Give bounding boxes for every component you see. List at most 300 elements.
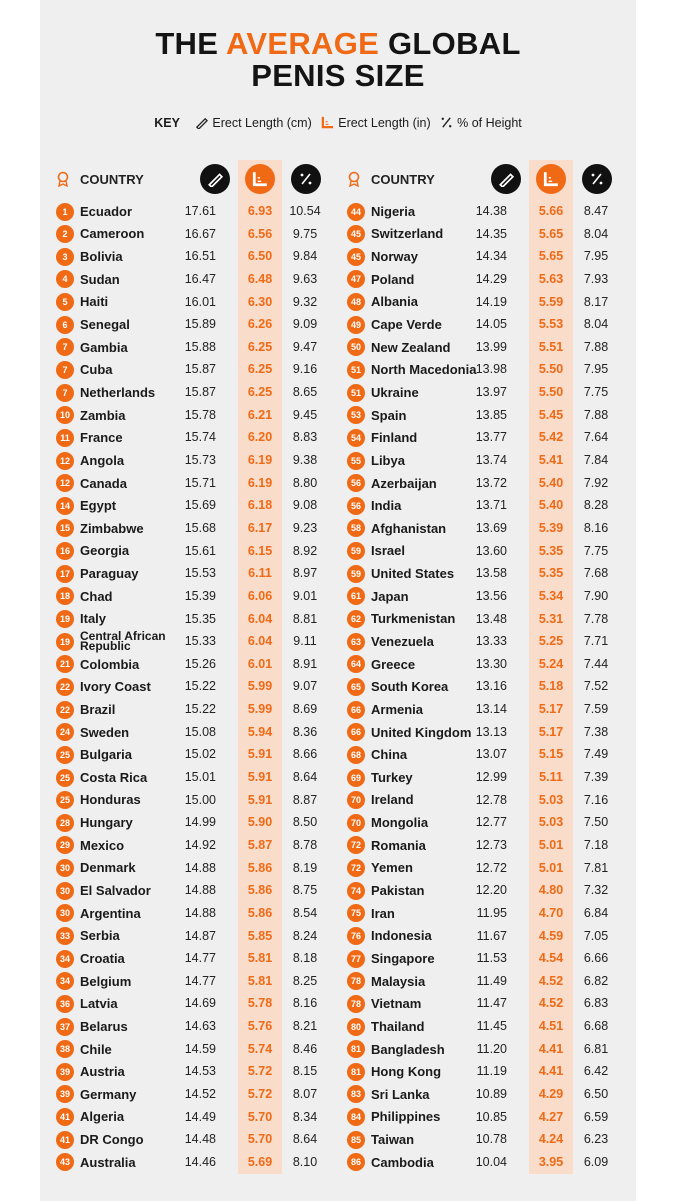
- table-row: [54, 947, 328, 970]
- rank-badge: 69: [347, 769, 365, 787]
- rank-badge: 30: [56, 859, 74, 877]
- rank-badge: 43: [56, 1153, 74, 1171]
- percent-height-value: 9.16: [292, 362, 318, 377]
- country-name: Algeria: [80, 1109, 125, 1125]
- right-rows: [345, 200, 619, 1174]
- percent-height-value: 7.39: [583, 770, 609, 785]
- length-inch-value: 5.66: [538, 204, 564, 218]
- table-row: [54, 653, 328, 676]
- length-cm-value: 12.20: [475, 883, 507, 898]
- percent-height-value: 6.66: [583, 951, 609, 966]
- table-row: [54, 970, 328, 993]
- table-row: [54, 992, 328, 1015]
- country-name: Ireland: [371, 792, 414, 808]
- country-name: Ivory Coast: [80, 679, 151, 695]
- rank-badge: 15: [56, 519, 74, 537]
- table-row: [345, 1015, 619, 1038]
- length-cm-value: 14.53: [184, 1064, 216, 1079]
- table-row: [54, 811, 328, 834]
- length-cm-value: 12.73: [475, 837, 507, 852]
- rank-badge: 30: [56, 904, 74, 922]
- percent-height-value: 6.42: [583, 1064, 609, 1079]
- percent-height-value: 8.21: [292, 1019, 318, 1034]
- rank-badge: 14: [56, 497, 74, 515]
- length-inch-value: 6.50: [247, 249, 273, 264]
- country-name: Italy: [80, 611, 107, 627]
- percent-height-value: 8.64: [292, 1132, 318, 1147]
- length-icon: [321, 116, 334, 132]
- percent-height-value: 7.50: [583, 815, 609, 830]
- country-name: Norway: [371, 249, 418, 265]
- rank-badge: 33: [56, 927, 74, 945]
- rank-badge: 3: [56, 248, 74, 266]
- rank-badge: 74: [347, 882, 365, 900]
- percent-height-value: 7.88: [583, 339, 609, 354]
- table-row: [54, 1060, 328, 1083]
- length-cm-value: 14.34: [475, 249, 507, 264]
- length-cm-value: 12.78: [475, 792, 507, 807]
- country-name: Turkey: [371, 769, 413, 785]
- country-name: Mexico: [80, 837, 125, 853]
- table-row: [345, 291, 619, 314]
- length-inch-value: 6.20: [247, 430, 273, 445]
- percent-height-value: 8.81: [292, 611, 318, 626]
- length-cm-value: 14.63: [184, 1019, 216, 1034]
- length-cm-value: 13.16: [475, 679, 507, 694]
- length-cm-value: 11.45: [476, 1019, 507, 1034]
- percent-height-value: 9.84: [292, 249, 318, 264]
- length-inch-value: 5.50: [538, 385, 564, 400]
- table-row: [345, 426, 619, 449]
- rank-badge: 66: [347, 701, 365, 719]
- rank-badge: 25: [56, 791, 74, 809]
- country-name: France: [80, 430, 123, 446]
- percent-height-value: 7.44: [583, 656, 609, 671]
- legend-key: [40, 116, 636, 132]
- key-label: KEY: [154, 116, 180, 130]
- rank-badge: 25: [56, 769, 74, 787]
- length-inch-value: 4.27: [538, 1109, 564, 1124]
- country-name: El Salvador: [80, 883, 151, 899]
- table-row: [54, 426, 328, 449]
- rank-badge: 84: [347, 1108, 365, 1126]
- length-cm-value: 14.48: [184, 1132, 216, 1147]
- length-cm-value: 13.14: [475, 702, 507, 717]
- rank-badge: 7: [56, 384, 74, 402]
- table-row: [54, 766, 328, 789]
- rank-badge: 55: [347, 452, 365, 470]
- length-cm-value: 15.74: [184, 430, 216, 445]
- percent-height-value: 8.17: [583, 294, 609, 309]
- percent-height-value: 7.95: [583, 249, 609, 264]
- length-cm-value: 14.88: [184, 860, 216, 875]
- percent-height-value: 8.80: [292, 475, 318, 490]
- length-inch-value: 5.86: [247, 883, 273, 898]
- percent-height-value: 7.75: [583, 385, 609, 400]
- country-name: Costa Rica: [80, 769, 148, 785]
- length-inch-value: 6.56: [247, 226, 273, 241]
- length-cm-value: 16.01: [184, 294, 216, 309]
- table-row: [345, 494, 619, 517]
- length-cm-value: 15.87: [184, 362, 216, 377]
- rank-badge: 68: [347, 746, 365, 764]
- rank-badge: 76: [347, 927, 365, 945]
- country-name: Pakistan: [371, 883, 425, 899]
- percent-height-value: 7.84: [583, 453, 609, 468]
- length-cm-value: 13.07: [475, 747, 507, 762]
- award-icon: [56, 171, 70, 192]
- country-name: Argentina: [80, 905, 141, 921]
- table-row: [345, 789, 619, 812]
- rank-badge: 80: [347, 1018, 365, 1036]
- table-row: [345, 381, 619, 404]
- rank-badge: 78: [347, 972, 365, 990]
- table-row: [345, 857, 619, 880]
- length-cm-value: 15.78: [184, 407, 216, 422]
- table-row: [345, 585, 619, 608]
- rank-badge: 59: [347, 542, 365, 560]
- table-row: [345, 902, 619, 925]
- length-inch-value: 5.39: [538, 520, 564, 535]
- rank-badge: 38: [56, 1040, 74, 1058]
- length-cm-value: 13.60: [475, 543, 507, 558]
- length-inch-value: 6.48: [247, 271, 273, 286]
- table-row: [345, 223, 619, 246]
- rank-badge: 41: [56, 1108, 74, 1126]
- table-row: [345, 404, 619, 427]
- length-inch-value: 5.15: [538, 747, 564, 762]
- length-inch-value: 5.59: [538, 294, 564, 309]
- ruler-icon: [195, 116, 208, 132]
- length-cm-value: 11.53: [476, 951, 507, 966]
- length-cm-value: 14.52: [184, 1086, 216, 1101]
- percent-height-value: 8.87: [292, 792, 318, 807]
- percent-height-value: 8.25: [292, 973, 318, 988]
- length-cm-value: 15.35: [184, 611, 216, 626]
- table-row: [54, 245, 328, 268]
- rank-badge: 2: [56, 225, 74, 243]
- country-name: Israel: [371, 543, 405, 559]
- table-row: [54, 1015, 328, 1038]
- country-name: South Korea: [371, 679, 449, 695]
- table-row: [345, 1083, 619, 1106]
- length-inch-value: 5.90: [247, 815, 273, 830]
- country-name: Finland: [371, 430, 418, 446]
- percent-height-value: 8.64: [292, 770, 318, 785]
- length-cm-value: 13.58: [475, 566, 507, 581]
- left-rows: [54, 200, 328, 1174]
- country-name: Taiwan: [371, 1132, 415, 1148]
- percent-height-value: 7.18: [583, 837, 609, 852]
- country-name: Cape Verde: [371, 317, 442, 333]
- length-cm-value: 10.04: [475, 1154, 507, 1169]
- country-name: Libya: [371, 452, 405, 468]
- ruler-icon: [491, 164, 521, 194]
- length-cm-value: 14.99: [184, 815, 216, 830]
- length-icon: [536, 164, 566, 194]
- length-icon: [245, 164, 275, 194]
- table-row: [345, 562, 619, 585]
- table-row: [345, 653, 619, 676]
- length-cm-value: 11.47: [476, 996, 507, 1011]
- title-line-1: THE AVERAGE GLOBAL: [155, 26, 521, 61]
- length-cm-value: 11.95: [476, 905, 507, 920]
- title-accent-word: AVERAGE: [225, 26, 380, 61]
- rank-badge: 66: [347, 723, 365, 741]
- country-name: Malaysia: [371, 973, 426, 989]
- length-cm-value: 14.38: [475, 204, 507, 218]
- country-name: DR Congo: [80, 1132, 144, 1148]
- percent-height-value: 6.59: [583, 1109, 609, 1124]
- length-inch-value: 5.41: [538, 453, 564, 468]
- country-name: Vietnam: [371, 996, 422, 1012]
- length-inch-value: 5.91: [247, 770, 273, 785]
- table-row: [345, 200, 619, 223]
- country-header: COUNTRY: [371, 172, 435, 187]
- country-name: New Zealand: [371, 339, 451, 355]
- percent-height-value: 9.07: [292, 679, 318, 694]
- rank-badge: 85: [347, 1131, 365, 1149]
- length-cm-value: 14.88: [184, 883, 216, 898]
- length-cm-value: 16.67: [184, 226, 216, 241]
- length-inch-value: 6.06: [247, 588, 273, 603]
- length-cm-value: 15.26: [184, 656, 216, 671]
- rank-badge: 30: [56, 882, 74, 900]
- length-inch-value: 4.80: [538, 883, 564, 898]
- rank-badge: 78: [347, 995, 365, 1013]
- country-name: Paraguay: [80, 566, 139, 582]
- length-inch-value: 6.25: [247, 385, 273, 400]
- table-row: [54, 358, 328, 381]
- country-name: Australia: [80, 1154, 136, 1170]
- rank-badge: 22: [56, 701, 74, 719]
- rank-badge: 65: [347, 678, 365, 696]
- country-name: Zimbabwe: [80, 520, 144, 536]
- rank-badge: 48: [347, 293, 365, 311]
- length-cm-value: 14.77: [184, 951, 216, 966]
- rank-badge: 51: [347, 384, 365, 402]
- table-row: [345, 517, 619, 540]
- table-row: [54, 721, 328, 744]
- rank-badge: 64: [347, 655, 365, 673]
- percent-height-value: 7.71: [583, 634, 609, 649]
- percent-height-value: 8.50: [292, 815, 318, 830]
- table-row: [54, 562, 328, 585]
- percent-height-value: 8.78: [292, 837, 318, 852]
- country-name: Croatia: [80, 950, 125, 966]
- country-name: Sri Lanka: [371, 1086, 430, 1102]
- country-name: China: [371, 747, 408, 763]
- percent-height-value: 9.75: [292, 226, 318, 241]
- rank-badge: 12: [56, 452, 74, 470]
- length-cm-value: 14.77: [184, 973, 216, 988]
- country-name: Singapore: [371, 950, 435, 966]
- rank-badge: 6: [56, 316, 74, 334]
- length-cm-value: 10.85: [475, 1109, 507, 1124]
- country-name: United States: [371, 566, 455, 582]
- length-inch-value: 6.25: [247, 362, 273, 377]
- percent-height-value: 8.65: [292, 385, 318, 400]
- table-row: [345, 472, 619, 495]
- country-name: Bulgaria: [80, 747, 133, 763]
- length-cm-value: 11.19: [476, 1064, 507, 1079]
- table-row: [54, 291, 328, 314]
- country-name: Bolivia: [80, 249, 123, 265]
- country-name: Afghanistan: [371, 520, 447, 536]
- table-row: [54, 630, 328, 653]
- country-name: Romania: [371, 837, 426, 853]
- length-inch-value: 5.72: [247, 1086, 273, 1101]
- rank-badge: 19: [56, 610, 74, 628]
- length-cm-value: 15.89: [184, 317, 216, 332]
- length-inch-value: 4.59: [538, 928, 564, 943]
- length-cm-value: 13.85: [475, 407, 507, 422]
- percent-height-value: 9.08: [292, 498, 318, 513]
- length-inch-value: 5.72: [247, 1064, 273, 1079]
- rank-badge: 72: [347, 836, 365, 854]
- rank-badge: 41: [56, 1131, 74, 1149]
- table-row: [54, 698, 328, 721]
- length-cm-value: 15.73: [184, 453, 216, 468]
- length-cm-value: 13.48: [475, 611, 507, 626]
- rank-badge: 25: [56, 746, 74, 764]
- length-inch-value: 5.65: [538, 226, 564, 241]
- length-cm-value: 15.69: [184, 498, 216, 513]
- percent-height-value: 8.69: [292, 702, 318, 717]
- length-inch-value: 5.87: [247, 837, 273, 852]
- percent-height-value: 9.45: [292, 407, 318, 422]
- length-inch-value: 5.40: [538, 498, 564, 513]
- country-name: Sudan: [80, 271, 120, 287]
- country-name: Hungary: [80, 815, 133, 831]
- length-cm-value: 12.72: [475, 860, 507, 875]
- percent-icon: [291, 164, 321, 194]
- country-name: Philippines: [371, 1109, 441, 1125]
- table-row: [345, 879, 619, 902]
- table-row: [345, 630, 619, 653]
- rank-badge: 34: [56, 950, 74, 968]
- length-inch-value: 6.26: [247, 317, 273, 332]
- rank-badge: 39: [56, 1063, 74, 1081]
- country-name: Albania: [371, 294, 418, 310]
- length-inch-value: 6.93: [247, 204, 273, 218]
- left-column: [54, 160, 328, 1174]
- length-inch-value: 5.35: [538, 543, 564, 558]
- percent-height-value: 8.10: [292, 1154, 318, 1169]
- length-inch-value: 5.42: [538, 430, 564, 445]
- length-inch-value: 5.03: [538, 792, 564, 807]
- length-inch-value: 5.85: [247, 928, 273, 943]
- percent-height-value: 8.47: [583, 204, 609, 218]
- country-name: Georgia: [80, 543, 130, 559]
- length-inch-value: 5.35: [538, 566, 564, 581]
- title-line-2: PENIS SIZE: [251, 58, 425, 93]
- key-inch-label: Erect Length (in): [338, 116, 431, 130]
- percent-height-value: 8.16: [583, 520, 609, 535]
- country-name: Ecuador: [80, 203, 133, 219]
- length-inch-value: 5.31: [538, 611, 564, 626]
- country-name: Belgium: [80, 973, 132, 989]
- country-name: Nigeria: [371, 203, 416, 219]
- rank-badge: 51: [347, 361, 365, 379]
- percent-height-value: 6.84: [583, 905, 609, 920]
- percent-height-value: 8.54: [292, 905, 318, 920]
- rank-badge: 17: [56, 565, 74, 583]
- table-row: [54, 925, 328, 948]
- length-inch-value: 4.54: [538, 951, 564, 966]
- country-name: Azerbaijan: [371, 475, 437, 491]
- country-name: Brazil: [80, 701, 116, 717]
- length-inch-value: 5.25: [538, 634, 564, 649]
- length-cm-value: 14.49: [184, 1109, 216, 1124]
- table-row: [54, 1151, 328, 1174]
- table-row: [345, 1038, 619, 1061]
- rank-badge: 47: [347, 270, 365, 288]
- table-row: [345, 947, 619, 970]
- length-cm-value: 13.74: [475, 453, 507, 468]
- rank-badge: 81: [347, 1040, 365, 1058]
- country-name: Denmark: [80, 860, 136, 876]
- country-name: Bangladesh: [371, 1041, 445, 1057]
- length-cm-value: 14.87: [184, 928, 216, 943]
- country-name: Thailand: [371, 1018, 425, 1034]
- percent-height-value: 8.15: [292, 1064, 318, 1079]
- rank-badge: 18: [56, 587, 74, 605]
- length-cm-value: 16.51: [184, 249, 216, 264]
- length-inch-value: 6.17: [247, 520, 273, 535]
- rank-badge: 63: [347, 633, 365, 651]
- percent-height-value: 8.04: [583, 317, 609, 332]
- percent-height-value: 8.18: [292, 951, 318, 966]
- country-name: Turkmenistan: [371, 611, 456, 627]
- country-name: Haiti: [80, 294, 109, 310]
- percent-height-value: 7.52: [583, 679, 609, 694]
- percent-height-value: 6.68: [583, 1019, 609, 1034]
- percent-height-value: 7.49: [583, 747, 609, 762]
- length-cm-value: 13.56: [475, 588, 507, 603]
- award-icon: [347, 171, 361, 192]
- rank-badge: 77: [347, 950, 365, 968]
- table-row: [345, 970, 619, 993]
- length-inch-value: 6.19: [247, 453, 273, 468]
- length-inch-value: 5.81: [247, 951, 273, 966]
- percent-height-value: 7.38: [583, 724, 609, 739]
- table-row: [345, 1128, 619, 1151]
- length-inch-value: 4.24: [538, 1132, 564, 1147]
- table-row: [345, 1151, 619, 1174]
- length-cm-value: 13.30: [475, 656, 507, 671]
- percent-height-value: 9.47: [292, 339, 318, 354]
- table-row: [345, 449, 619, 472]
- percent-height-value: 7.88: [583, 407, 609, 422]
- table-row: [54, 834, 328, 857]
- right-column-header: [345, 160, 619, 200]
- country-name: Chad: [80, 588, 113, 604]
- length-inch-value: 4.41: [538, 1041, 564, 1056]
- length-inch-value: 6.19: [247, 475, 273, 490]
- rank-badge: 61: [347, 587, 365, 605]
- table-row: [54, 789, 328, 812]
- percent-height-value: 7.81: [583, 860, 609, 875]
- percent-height-value: 8.28: [583, 498, 609, 513]
- table-row: [345, 540, 619, 563]
- length-inch-value: 4.70: [538, 905, 564, 920]
- length-cm-value: 13.33: [475, 634, 507, 649]
- rank-badge: 49: [347, 316, 365, 334]
- length-inch-value: 6.21: [247, 407, 273, 422]
- percent-height-value: 7.59: [583, 702, 609, 717]
- length-inch-value: 5.99: [247, 679, 273, 694]
